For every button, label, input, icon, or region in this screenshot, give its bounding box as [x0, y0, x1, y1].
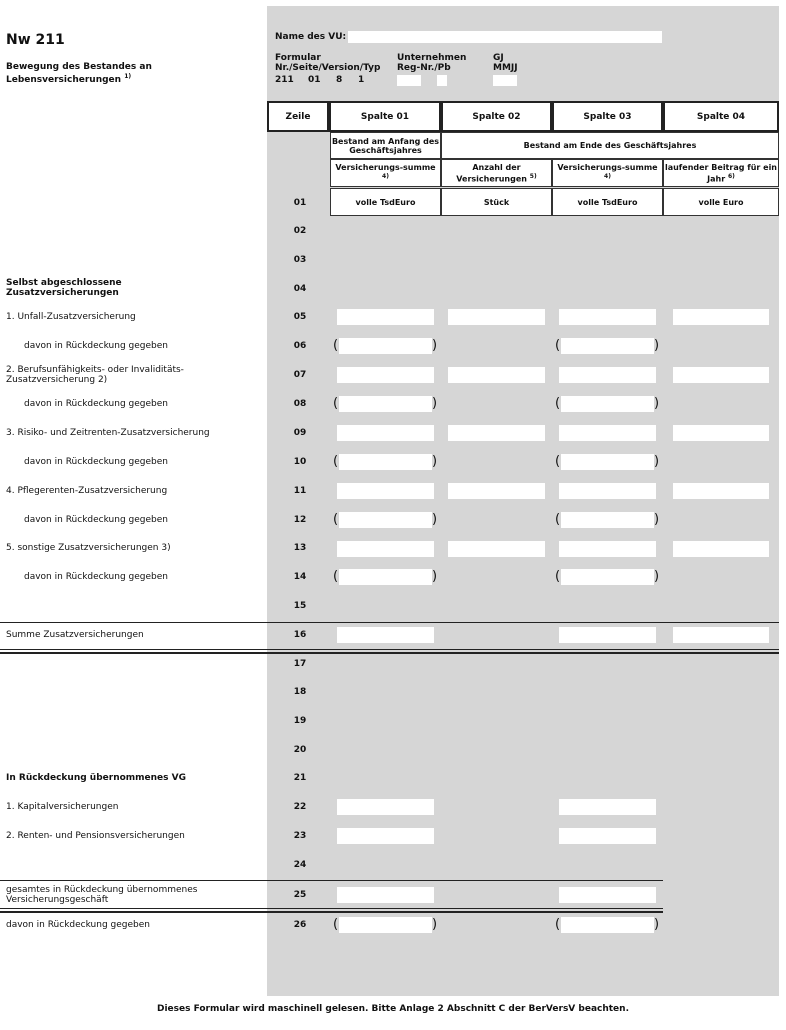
paren-close: ): [654, 569, 660, 584]
row-number: 03: [293, 255, 307, 265]
paren-close: ): [654, 512, 660, 527]
divider: [0, 908, 663, 909]
sub-col4-fn: 6): [727, 172, 735, 180]
input-r26-c3[interactable]: [561, 917, 654, 933]
paren-open: (: [555, 396, 561, 411]
row-number: 24: [293, 860, 307, 870]
formular-value-2: 01: [308, 75, 321, 85]
row-label-14: davon in Rückdeckung gegeben: [24, 572, 168, 582]
input-r22-c1[interactable]: [337, 799, 434, 815]
unit-col3: volle TsdEuro: [552, 188, 663, 216]
row-number: 14: [293, 572, 307, 582]
formular-sub: Nr./Seite/Version/Typ: [275, 63, 381, 73]
input-r06-c1[interactable]: [339, 338, 432, 354]
input-r12-c3[interactable]: [561, 512, 654, 528]
row-label-06: davon in Rückdeckung gegeben: [24, 341, 168, 351]
input-r14-c1[interactable]: [339, 569, 432, 585]
input-r11-c4[interactable]: [673, 483, 769, 499]
divider: [0, 880, 663, 881]
sub-col2-label: Anzahl der Versicherungen: [456, 162, 527, 184]
row-number: 23: [293, 831, 307, 841]
form-title-line2: Lebensversicherungen: [6, 75, 122, 85]
divider: [0, 652, 779, 654]
paren-open: (: [333, 396, 339, 411]
sub-col1-fn: 4): [382, 172, 389, 180]
input-r22-c3[interactable]: [559, 799, 656, 815]
input-r11-c3[interactable]: [559, 483, 656, 499]
row-number: 20: [293, 745, 307, 755]
paren-open: (: [333, 569, 339, 584]
input-r07-c3[interactable]: [559, 367, 656, 383]
row-number: 22: [293, 802, 307, 812]
input-r13-c1[interactable]: [337, 541, 434, 557]
row-label-16: Summe Zusatzversicherungen: [6, 630, 144, 640]
row-number: 12: [293, 515, 307, 525]
row-label-25: gesamtes in Rückdeckung übernommenes Versicherungsgeschäft: [6, 885, 198, 905]
row-label-08: davon in Rückdeckung gegeben: [24, 399, 168, 409]
divider: [0, 911, 663, 913]
gj-label: GJ: [493, 53, 504, 63]
row-number: 10: [293, 457, 307, 467]
sub-col3-fn: 4): [604, 172, 611, 180]
row-label-13: 5. sonstige Zusatzversicherungen 3): [6, 543, 171, 553]
sub-col3-label: Versicherungs-summe: [557, 162, 658, 172]
row-number: 16: [293, 630, 307, 640]
divider: [0, 649, 779, 650]
formular-label: Formular: [275, 53, 321, 63]
paren-close: ): [432, 569, 438, 584]
row-number: 26: [293, 920, 307, 930]
gj-sub: MMJJ: [493, 63, 518, 73]
header-spalte-04: Spalte 04: [663, 101, 779, 132]
title-footnote: 1): [124, 73, 132, 80]
input-r11-c2[interactable]: [448, 483, 545, 499]
input-r13-c4[interactable]: [673, 541, 769, 557]
header-spalte-02: Spalte 02: [441, 101, 552, 132]
row-number: 18: [293, 687, 307, 697]
input-r16-c4[interactable]: [673, 627, 769, 643]
sub-col4: [663, 159, 779, 187]
input-r25-c3[interactable]: [559, 887, 656, 903]
row-number: 08: [293, 399, 307, 409]
input-r07-c4[interactable]: [673, 367, 769, 383]
sub-col2: [441, 159, 552, 187]
gj-input[interactable]: [493, 75, 517, 86]
row-label-21: In Rückdeckung übernommenes VG: [6, 773, 186, 783]
row-label-23: 2. Renten- und Pensionsversicherungen: [6, 831, 185, 841]
reg-nr-input[interactable]: [397, 75, 421, 86]
row-number: 06: [293, 341, 307, 351]
row-label-07: 2. Berufsunfähigkeits- oder Invaliditäts-Zusatzversicherung 2): [6, 365, 184, 385]
input-r05-c4[interactable]: [673, 309, 769, 325]
input-r25-c1[interactable]: [337, 887, 434, 903]
paren-open: (: [555, 917, 561, 932]
sub-col1: [330, 159, 441, 187]
row-number: 05: [293, 312, 307, 322]
row-number: 04: [293, 284, 307, 294]
formular-value-3: 8: [336, 75, 343, 85]
row-number: 09: [293, 428, 307, 438]
row-label-26: davon in Rückdeckung gegeben: [6, 920, 150, 930]
input-r09-c2[interactable]: [448, 425, 545, 441]
row-number: 19: [293, 716, 307, 726]
row-number: 11: [293, 486, 307, 496]
row-number: 15: [293, 601, 307, 611]
paren-open: (: [555, 454, 561, 469]
row-number: 21: [293, 773, 307, 783]
unternehmen-label: Unternehmen: [397, 53, 467, 63]
form-title: [6, 62, 152, 85]
input-r10-c1[interactable]: [339, 454, 432, 470]
paren-open: (: [555, 569, 561, 584]
input-r09-c3[interactable]: [559, 425, 656, 441]
form-code: Nw 211: [6, 32, 65, 48]
input-r10-c3[interactable]: [561, 454, 654, 470]
header-spalte-01: Spalte 01: [329, 101, 441, 132]
form-title-line1: Bewegung des Bestandes an: [6, 62, 152, 72]
input-r14-c3[interactable]: [561, 569, 654, 585]
row-label-05: 1. Unfall-Zusatzversicherung: [6, 312, 136, 322]
row-number: 17: [293, 659, 307, 669]
input-r13-c3[interactable]: [559, 541, 656, 557]
input-r07-c1[interactable]: [337, 367, 434, 383]
group-ende: Bestand am Ende des Geschäftsjahres: [441, 132, 779, 159]
pb-input[interactable]: [437, 75, 447, 86]
input-r16-c1[interactable]: [337, 627, 434, 643]
paren-open: (: [333, 454, 339, 469]
row-label-10: davon in Rückdeckung gegeben: [24, 457, 168, 467]
vu-label: Name des VU:: [275, 32, 347, 42]
input-r06-c3[interactable]: [561, 338, 654, 354]
input-r16-c3[interactable]: [559, 627, 656, 643]
input-r05-c3[interactable]: [559, 309, 656, 325]
input-r08-c1[interactable]: [339, 396, 432, 412]
row-number: 02: [293, 226, 307, 236]
row-label-22: 1. Kapitalversicherungen: [6, 802, 119, 812]
input-r08-c3[interactable]: [561, 396, 654, 412]
paren-close: ): [654, 338, 660, 353]
input-r26-c1[interactable]: [339, 917, 432, 933]
input-r11-c1[interactable]: [337, 483, 434, 499]
paren-close: ): [654, 454, 660, 469]
group-anfang: Bestand am Anfang des Geschäftsjahres: [330, 132, 441, 159]
sub-col3: [552, 159, 663, 187]
row-number: 25: [293, 890, 307, 900]
input-r09-c1[interactable]: [337, 425, 434, 441]
input-r09-c4[interactable]: [673, 425, 769, 441]
unit-col2: Stück: [441, 188, 552, 216]
row-label-12: davon in Rückdeckung gegeben: [24, 515, 168, 525]
paren-close: ): [654, 396, 660, 411]
paren-close: ): [432, 917, 438, 932]
paren-close: ): [432, 512, 438, 527]
unit-col4: volle Euro: [663, 188, 779, 216]
row-number: 07: [293, 370, 307, 380]
paren-open: (: [555, 512, 561, 527]
sub-col1-label: Versicherungs-summe: [335, 162, 436, 172]
unternehmen-sub: Reg-Nr./Pb: [397, 63, 451, 73]
paren-close: ): [432, 454, 438, 469]
paren-close: ): [432, 338, 438, 353]
input-r07-c2[interactable]: [448, 367, 545, 383]
row-number: 01: [293, 198, 307, 208]
header-spalte-03: Spalte 03: [552, 101, 663, 132]
row-label-09: 3. Risiko- und Zeitrenten-Zusatzversicherung: [6, 428, 210, 438]
input-r12-c1[interactable]: [339, 512, 432, 528]
input-r13-c2[interactable]: [448, 541, 545, 557]
unit-col1: volle TsdEuro: [330, 188, 441, 216]
input-r05-c2[interactable]: [448, 309, 545, 325]
paren-open: (: [333, 512, 339, 527]
sub-col2-fn: 5): [529, 172, 537, 180]
paren-open: (: [333, 917, 339, 932]
input-r23-c1[interactable]: [337, 828, 434, 844]
input-r23-c3[interactable]: [559, 828, 656, 844]
row-label-04: Selbst abgeschlossene Zusatzversicherungen: [6, 278, 122, 298]
sub-col4-label: laufender Beitrag für ein Jahr: [664, 162, 778, 184]
formular-value-1: 211: [275, 75, 294, 85]
row-label-11: 4. Pflegerenten-Zusatzversicherung: [6, 486, 168, 496]
input-r05-c1[interactable]: [337, 309, 434, 325]
paren-open: (: [555, 338, 561, 353]
paren-open: (: [333, 338, 339, 353]
footer-note: Dieses Formular wird maschinell gelesen. Bitte Anlage 2 Abschnitt C der BerVersV beachten.: [156, 1004, 629, 1014]
header-zeile: Zeile: [267, 101, 329, 132]
row-number: 13: [293, 543, 307, 553]
paren-close: ): [432, 396, 438, 411]
vu-name-input[interactable]: [348, 31, 662, 43]
paren-close: ): [654, 917, 660, 932]
formular-value-4: 1: [358, 75, 365, 85]
divider: [0, 622, 779, 623]
